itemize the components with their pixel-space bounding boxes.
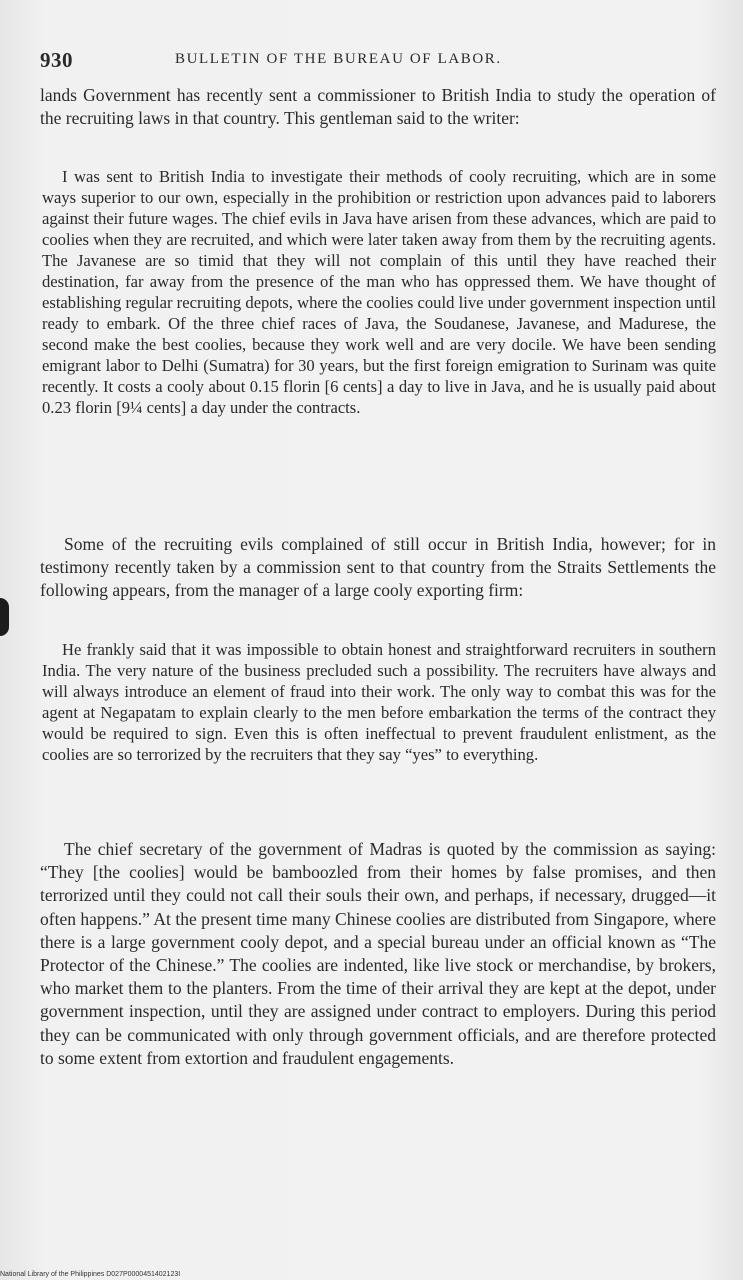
- library-scan-tag: National Library of the Philippines D027P0000451402123I: [0, 1271, 181, 1278]
- page-number: 930: [40, 48, 73, 72]
- body-paragraph-1: lands Government has recently sent a commissioner to British India to study the operation of the recruiting laws in that country. This gentleman said to the writer:: [40, 85, 716, 129]
- page-header: [40, 48, 700, 74]
- body-paragraph-2: Some of the recruiting evils complained of still occur in British India, however; for in testimony recently taken by a commission sent to that country from the Straits Settlements the following appears, from the manager of a large cooly exporting firm:: [40, 534, 716, 601]
- block-quote-javanese-commissioner: I was sent to British India to investigate their methods of cooly recruiting, which are in some ways superior to our own, especially in the prohibition or restriction upon advances paid to laborers against their future wages. The chief evils in Java have arisen from these advances, which are paid to coolies when they are recruited, and which were later taken away from them by the recruiting agents. The Javanese are so timid that they will not complain of this until they have reached their destination, far away from the presence of the man who has oppressed them. We have thought of establishing regular recruiting depots, where the coolies could live under government inspection until ready to embark. Of the three chief races of Java, the Soudanese, Javanese, and Madurese, the second make the best coolies, because they work well and are very docile. We have been sending emigrant labor to Delhi (Sumatra) for 30 years, but the first foreign emigration to Surinam was quite recently. It costs a cooly about 0.15 florin [6 cents] a day to live in Java, and he is usually paid about 0.23 florin [9¼ cents] a day under the contracts.: [42, 167, 716, 417]
- running-title: BULLETIN OF THE BUREAU OF LABOR.: [175, 51, 502, 67]
- binding-shadow: [0, 598, 9, 636]
- body-paragraph-3: The chief secretary of the government of Madras is quoted by the commission as saying: “They [the coolies] would be bamboozled from their homes by false promises, and then terrorized until they could not call their souls their own, and perhaps, if necessary, drugged—it often happens.” At the present time many Chinese coolies are distributed from Singapore, where there is a large government cooly depot, and a special bureau under an official known as “The Protector of the Chinese.” The coolies are indented, like live stock or merchandise, by brokers, who market them to the planters. From the time of their arrival they are kept at the depot, under government inspection, until they are assigned under contract to employers. During this period they can be communicated with only through government officials, and are therefore protected to some extent from extortion and fraudulent engagements.: [40, 839, 716, 1068]
- block-quote-manager: He frankly said that it was impossible to obtain honest and straightforward recruiters in southern India. The very nature of the business precluded such a possibility. The recruiters have always and will always introduce an element of fraud into their work. The only way to combat this was for the agent at Negapatam to explain clearly to the men before embarkation the terms of the contract they would be required to sign. Even this is often ineffectual to prevent fraudulent enlistment, as the coolies are so terrorized by the recruiters that they say “yes” to everything.: [42, 640, 716, 764]
